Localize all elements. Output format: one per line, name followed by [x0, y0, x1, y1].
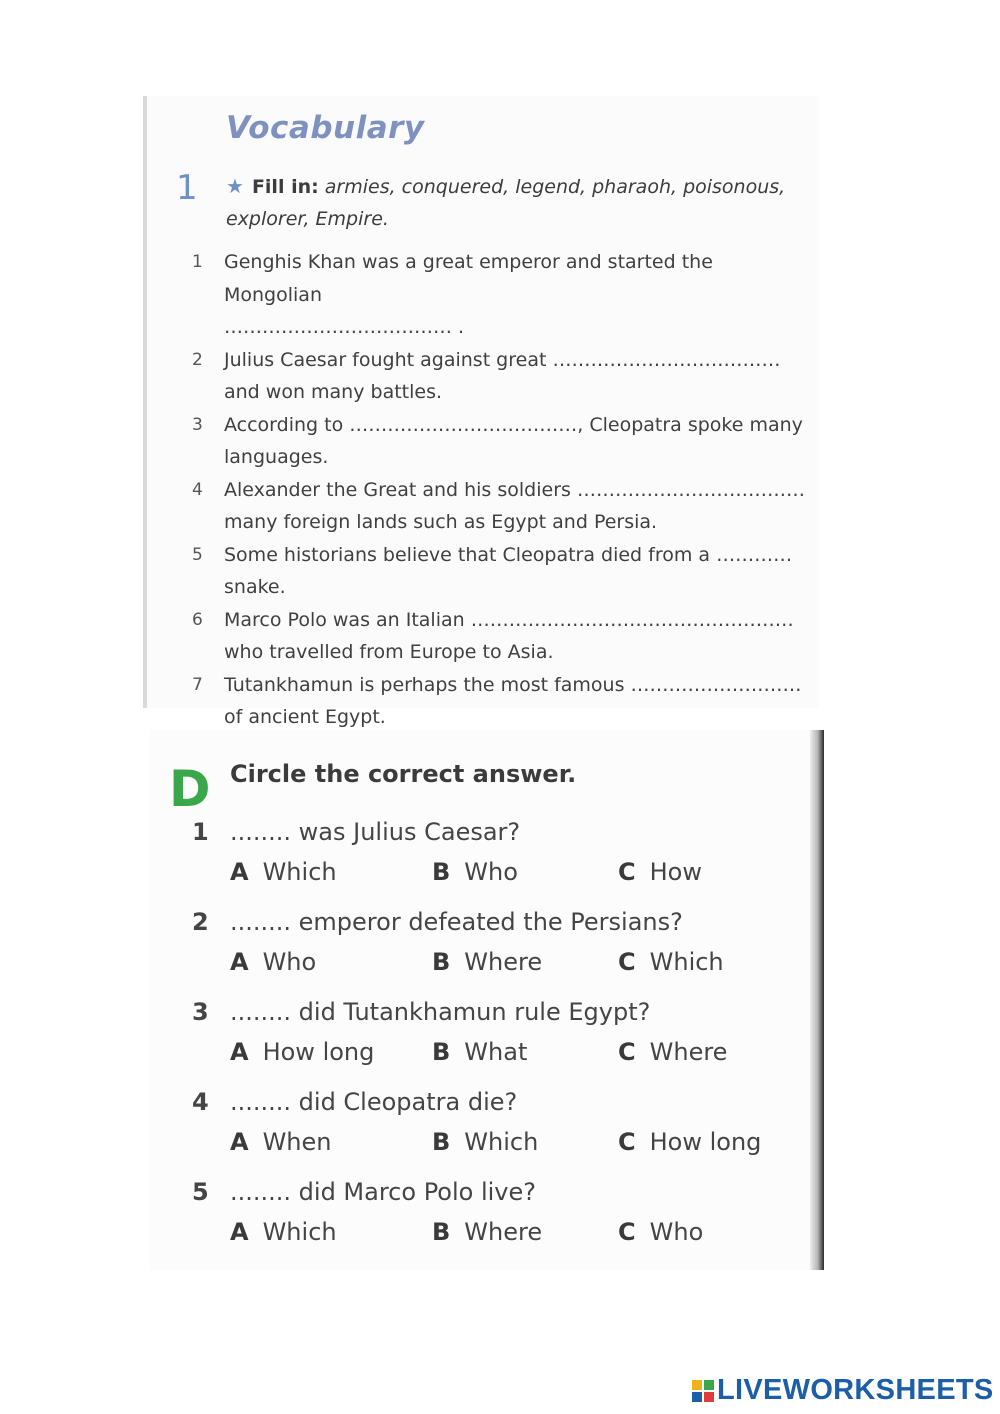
option-letter: C: [618, 1128, 636, 1156]
instruction: [226, 170, 796, 235]
item-text: Tutankhamun is perhaps the most famous ……………………… of ancient Egypt.: [224, 673, 802, 728]
option-c[interactable]: [618, 858, 702, 886]
logo-text: LIVEWORKSHEETS: [717, 1374, 994, 1406]
option-text: When: [262, 1128, 332, 1156]
option-letter: B: [432, 858, 451, 886]
list-item: [192, 474, 812, 539]
item-number: 7: [192, 674, 203, 695]
item-number: 3: [192, 414, 203, 435]
option-text: How: [649, 858, 702, 886]
option-letter: B: [432, 948, 451, 976]
item-number: 2: [192, 349, 203, 370]
option-b[interactable]: [432, 1128, 538, 1156]
option-b[interactable]: [432, 858, 518, 886]
option-text: How long: [262, 1038, 375, 1066]
logo-square: [704, 1380, 714, 1390]
logo-square: [704, 1392, 714, 1402]
exercise-number: 1: [176, 168, 198, 208]
option-a[interactable]: [230, 1038, 374, 1066]
option-text: Where: [464, 948, 543, 976]
question-number: 3: [192, 998, 209, 1026]
question-number: 4: [192, 1088, 209, 1116]
question-text: ........ did Tutankhamun rule Egypt?: [230, 998, 651, 1026]
item-number: 5: [192, 544, 203, 565]
option-letter: A: [230, 1038, 249, 1066]
option-a[interactable]: [230, 1128, 332, 1156]
list-item: [192, 246, 812, 344]
question-text: ........ did Marco Polo live?: [230, 1178, 537, 1206]
star-icon: ★: [226, 174, 244, 198]
item-text: Alexander the Great and his soldiers ……………………………… many foreign lands such as Egypt and Persia.: [224, 478, 805, 533]
question-text: ........ was Julius Caesar?: [230, 818, 521, 846]
vocabulary-items: [192, 246, 812, 734]
option-letter: A: [230, 858, 249, 886]
option-text: How long: [649, 1128, 762, 1156]
question-number: 1: [192, 818, 209, 846]
option-letter: A: [230, 1128, 249, 1156]
option-text: Who: [649, 1218, 704, 1246]
item-text: Marco Polo was an Italian …………………………………………… who travelled from Europe to Asia.: [224, 608, 794, 663]
option-text: Which: [262, 858, 337, 886]
item-number: 4: [192, 479, 203, 500]
option-text: What: [464, 1038, 528, 1066]
option-text: Who: [464, 858, 518, 886]
list-item: [192, 344, 812, 409]
question-number: 5: [192, 1178, 209, 1206]
option-b[interactable]: [432, 1218, 542, 1246]
item-text: Genghis Khan was a great emperor and started the Mongolian ……………………………… .: [224, 251, 713, 338]
question-text: ........ did Cleopatra die?: [230, 1088, 518, 1116]
logo-icon: [692, 1380, 714, 1402]
instruction-lead: Fill in:: [251, 176, 319, 198]
list-item: [192, 409, 812, 474]
option-c[interactable]: [618, 948, 724, 976]
question-number: 2: [192, 908, 209, 936]
vocabulary-title: Vocabulary: [226, 110, 425, 146]
option-b[interactable]: [432, 948, 542, 976]
option-text: Where: [464, 1218, 543, 1246]
section-heading: Circle the correct answer.: [230, 760, 577, 788]
option-letter: A: [230, 948, 249, 976]
option-c[interactable]: [618, 1218, 703, 1246]
option-letter: B: [432, 1218, 451, 1246]
option-a[interactable]: [230, 1218, 337, 1246]
liveworksheets-logo[interactable]: [692, 1374, 994, 1407]
logo-square: [692, 1380, 702, 1390]
option-letter: A: [230, 1218, 249, 1246]
option-text: Which: [649, 948, 724, 976]
option-text: Who: [262, 948, 317, 976]
option-letter: C: [618, 858, 636, 886]
item-number: 1: [192, 252, 203, 272]
option-letter: C: [618, 1038, 636, 1066]
option-text: Which: [464, 1128, 539, 1156]
instruction-words: armies, conquered, legend, pharaoh, poisonous, explorer, Empire.: [226, 176, 786, 230]
logo-square: [692, 1392, 702, 1402]
item-text: According to ………………………………, Cleopatra spoke many languages.: [224, 413, 803, 468]
option-text: Where: [649, 1038, 728, 1066]
option-letter: C: [618, 948, 636, 976]
option-a[interactable]: [230, 858, 337, 886]
option-letter: B: [432, 1128, 451, 1156]
list-item: [192, 669, 812, 734]
item-number: 6: [192, 609, 203, 630]
option-text: Which: [262, 1218, 337, 1246]
question-text: ........ emperor defeated the Persians?: [230, 908, 683, 936]
list-item: [192, 539, 812, 604]
page-edge-shadow: [810, 730, 824, 1270]
section-letter: D: [169, 760, 211, 818]
option-b[interactable]: [432, 1038, 527, 1066]
option-c[interactable]: [618, 1038, 727, 1066]
item-text: Julius Caesar fought against great ……………………………… and won many battles.: [224, 348, 781, 403]
option-a[interactable]: [230, 948, 316, 976]
option-letter: C: [618, 1218, 636, 1246]
item-text: Some historians believe that Cleopatra died from a ………… snake.: [224, 543, 793, 598]
option-letter: B: [432, 1038, 451, 1066]
list-item: [192, 604, 812, 669]
option-c[interactable]: [618, 1128, 761, 1156]
